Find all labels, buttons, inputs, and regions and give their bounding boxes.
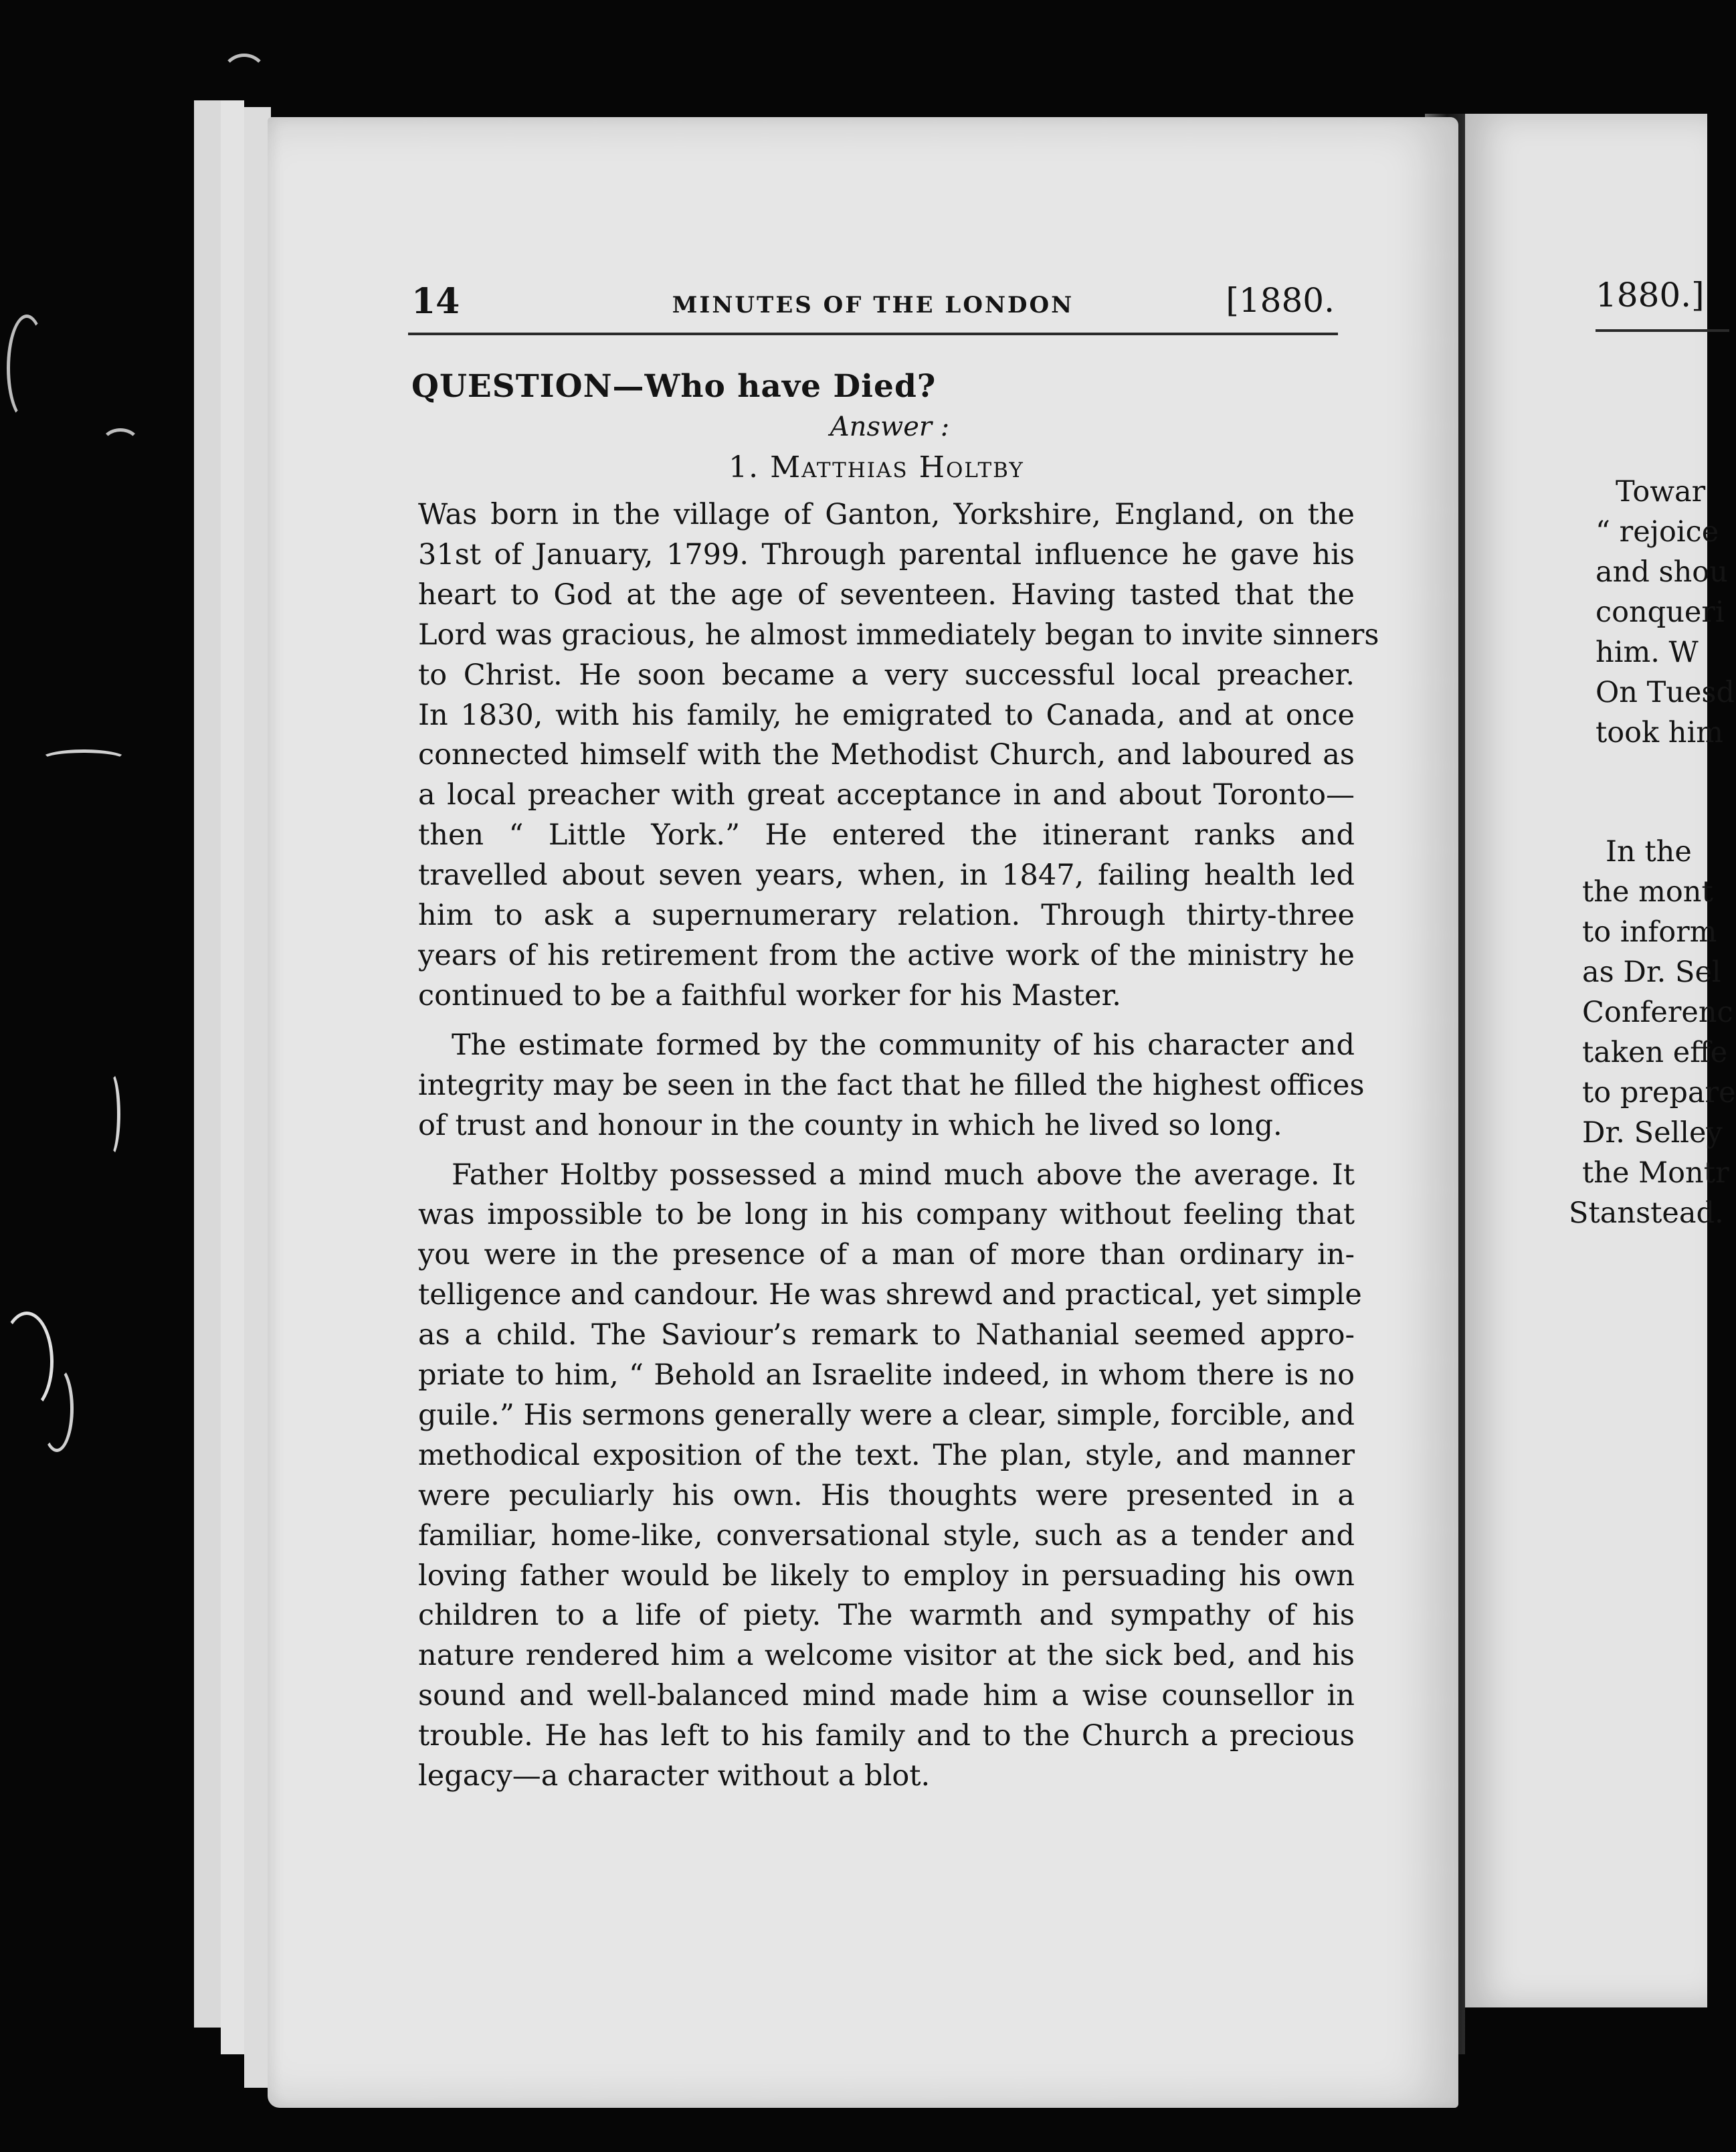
text-line: then “ Little York.” He entered the itinerant ranks and (418, 818, 1355, 853)
text-line: Towar (1616, 475, 1706, 509)
text-line: continued to be a faithful worker for his Master. (418, 978, 1121, 1012)
text-line: In the (1606, 835, 1692, 869)
scan-mark (40, 1365, 74, 1452)
text-line: taken effe (1582, 1036, 1728, 1069)
right-page-text (1569, 472, 1736, 1233)
page-edge (221, 100, 244, 2054)
text-line: loving father would be likely to employ in persuading his own (418, 1558, 1355, 1593)
section-question: QUESTION—Who have Died? (411, 368, 937, 405)
scan-mark (7, 315, 47, 422)
text-line: Was born in the village of Ganton, Yorkshire, England, on the (418, 498, 1355, 531)
text-line: integrity may be seen in the fact that he filled the highest offices (418, 1068, 1365, 1102)
text-line: Stanstead. (1569, 1196, 1724, 1230)
text-line: of trust and honour in the county in which he lived so long. (418, 1108, 1282, 1142)
text-line: Lord was gracious, he almost immediately began to invite sinners (418, 618, 1379, 652)
text-line: guile.” His sermons generally were a clear, simple, forcible, and (418, 1398, 1355, 1432)
text-line: heart to God at the age of seventeen. Having tasted that the (418, 577, 1355, 612)
text-line: trouble. He has left to his family and to the Church a precious (418, 1719, 1355, 1753)
text-line: Conferenc (1582, 996, 1733, 1029)
page-number: 14 (411, 281, 460, 322)
scan-mark (100, 1071, 120, 1158)
scan-mark (221, 54, 268, 100)
text-line: connected himself with the Methodist Church, and laboured as (418, 738, 1355, 772)
text-line: and shou (1596, 555, 1728, 589)
text-line: Dr. Selley (1582, 1116, 1723, 1150)
page-edge (194, 100, 221, 2028)
text-line: was impossible to be long in his company without feeling that (418, 1198, 1355, 1232)
right-header-rule (1596, 329, 1729, 332)
text-line: nature rendered him a welcome visitor at the sick bed, and his (418, 1639, 1355, 1673)
text-line: methodical exposition of the text. The plan, style, and manner (418, 1438, 1355, 1472)
obituary-text (418, 495, 1379, 1797)
page-edge (244, 107, 271, 2088)
text-line: you were in the presence of a man of more than ordinary in- (418, 1238, 1355, 1272)
answer-label: Answer : (830, 412, 950, 442)
text-line: the Montr (1582, 1156, 1729, 1190)
text-line: priate to him, “ Behold an Israelite indeed, in whom there is no (418, 1358, 1355, 1393)
text-line: him to ask a supernumerary relation. Through thirty-three (418, 899, 1355, 933)
right-page (1465, 114, 1736, 2007)
text-line: “ rejoice (1596, 515, 1719, 549)
header-rule (408, 333, 1338, 335)
text-line: The estimate formed by the community of his character and (452, 1028, 1355, 1062)
text-line: conqueri (1596, 596, 1725, 629)
right-header-year: 1880.] (1596, 276, 1705, 315)
header-title: MINUTES OF THE LONDON (672, 292, 1074, 319)
text-line: children to a life of piety. The warmth and sympathy of his (418, 1599, 1355, 1633)
text-line: a local preacher with great acceptance in and about Toronto— (418, 778, 1355, 812)
text-line: sound and well-balanced mind made him a wise counsellor in (418, 1679, 1355, 1713)
text-line: the mont (1582, 875, 1713, 909)
running-header (411, 281, 1335, 328)
text-line: 31st of January, 1799. Through parental influence he gave his (418, 537, 1355, 571)
entry-heading: 1. Matthias Holtby (729, 450, 1024, 484)
text-line: Father Holtby possessed a mind much above the average. It (452, 1158, 1355, 1192)
text-line: to prepare (1582, 1076, 1736, 1109)
left-page (268, 117, 1458, 2108)
text-line: telligence and candour. He was shrewd and practical, yet simple (418, 1278, 1362, 1312)
text-line: On Tuesd (1596, 676, 1735, 709)
text-line: were peculiarly his own. His thoughts were presented in a (418, 1478, 1355, 1512)
scan-mark (40, 749, 127, 770)
text-line: years of his retirement from the active work of the ministry he (418, 938, 1355, 972)
text-line: legacy—a character without a blot. (418, 1759, 931, 1793)
text-line: familiar, home-like, conversational style, such as a tender and (418, 1518, 1355, 1552)
text-line: as Dr. Sel (1582, 956, 1721, 989)
text-line: to Christ. He soon became a very successful local preacher. (418, 658, 1355, 692)
text-line: In 1830, with his family, he emigrated to Canada, and at once (418, 698, 1355, 732)
text-line: took him (1596, 716, 1724, 749)
scan-mark (100, 428, 140, 462)
text-line: as a child. The Saviour’s remark to Nathanial seemed appro- (418, 1318, 1355, 1352)
text-line: to inform (1582, 915, 1717, 949)
header-year: [1880. (1226, 281, 1335, 320)
text-line: him. W (1596, 636, 1699, 669)
text-line: travelled about seven years, when, in 1847, failing health led (418, 859, 1355, 893)
